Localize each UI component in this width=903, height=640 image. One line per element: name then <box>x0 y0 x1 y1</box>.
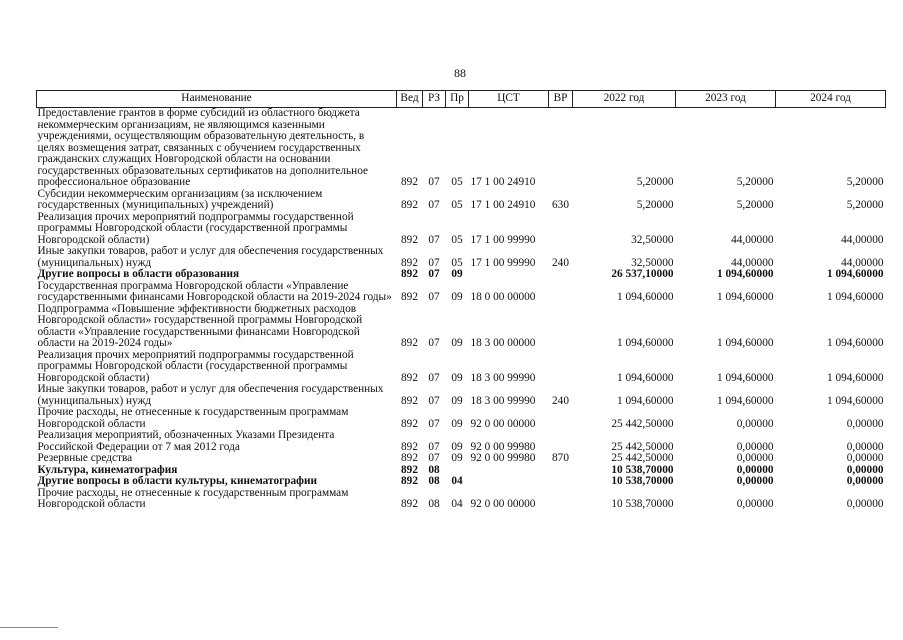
cell-2024: 0,00000 <box>846 463 884 476</box>
cell-pr: 04 <box>451 498 463 510</box>
cell-pr: 05 <box>451 256 463 269</box>
cell-vr <box>549 304 573 350</box>
header-2023: 2023 год <box>676 91 776 108</box>
cell-name: Резервные средства <box>37 452 133 464</box>
cell-ved: 892 <box>401 176 418 188</box>
cell-cst: 92 0 00 00000 <box>470 417 536 430</box>
cell-2023: 0,00000 <box>736 417 774 430</box>
cell-cst: 17 1 00 99990 <box>470 233 536 246</box>
cell-2023: 5,20000 <box>736 199 774 211</box>
cell-2023: 1 094,60000 <box>717 291 774 303</box>
cell-2024: 1 094,60000 <box>827 394 884 407</box>
header-name: Наименование <box>37 91 397 108</box>
cell-ved: 892 <box>401 498 418 510</box>
table-row <box>37 430 886 453</box>
cell-cst: 92 0 00 99980 <box>470 440 536 453</box>
cell-2022: 25 442,50000 <box>611 440 674 453</box>
table-row <box>37 304 886 350</box>
cell-rz: 07 <box>428 337 440 349</box>
cell-name: Культура, кинематография <box>37 463 178 476</box>
cell-2024: 1 094,60000 <box>827 337 884 349</box>
cell-2024: 5,20000 <box>846 199 884 211</box>
cell-pr: 09 <box>451 452 463 464</box>
cell-2022: 25 442,50000 <box>611 417 674 430</box>
cell-cst <box>469 476 549 488</box>
cell-rz: 07 <box>428 452 440 464</box>
cell-vr <box>549 269 573 281</box>
cell-rz: 07 <box>428 233 440 246</box>
cell-vr: 870 <box>552 452 569 464</box>
page-number: 88 <box>454 66 466 80</box>
cell-2022: 32,50000 <box>631 233 674 246</box>
cell-cst: 18 3 00 00000 <box>470 337 536 349</box>
cell-vr: 630 <box>552 199 569 211</box>
cell-rz: 07 <box>428 268 440 280</box>
cell-vr <box>549 465 573 477</box>
cell-ved: 892 <box>401 371 418 384</box>
cell-2023: 1 094,60000 <box>717 371 774 384</box>
cell-vr <box>549 350 573 385</box>
cell-2024: 44,00000 <box>841 233 884 246</box>
table-row <box>37 189 886 212</box>
cell-ved: 892 <box>401 452 418 464</box>
cell-2022: 10 538,70000 <box>611 463 674 476</box>
budget-table <box>36 90 886 511</box>
cell-ved: 892 <box>401 233 418 246</box>
cell-2024: 0,00000 <box>846 417 884 430</box>
cell-vr <box>549 488 573 511</box>
cell-rz: 07 <box>428 176 440 188</box>
cell-2024: 44,00000 <box>841 256 884 269</box>
cell-name: Другие вопросы в области образования <box>37 268 240 280</box>
cell-pr: 09 <box>451 291 463 303</box>
cell-ved: 892 <box>401 291 418 303</box>
cell-cst: 18 3 00 99990 <box>470 371 536 384</box>
cell-name: Прочие расходы, не отнесенные к государственным программам Новгородской области <box>37 406 349 430</box>
cell-vr: 240 <box>552 394 569 407</box>
cell-rz: 08 <box>428 498 440 510</box>
table-row <box>37 212 886 247</box>
cell-name: Другие вопросы в области культуры, кинематографии <box>37 475 317 487</box>
cell-pr: 09 <box>451 417 463 430</box>
cell-name: Государственная программа Новгородской области «Управление государственными финансами Новгородской области на 2019-2024 годы» <box>37 279 392 303</box>
cell-2022: 1 094,60000 <box>617 291 674 303</box>
table-row <box>37 476 886 488</box>
cell-2024: 0,00000 <box>846 452 884 464</box>
cell-rz: 07 <box>428 371 440 384</box>
cell-name: Предоставление грантов в форме субсидий из областного бюджета некоммерческим организациям, не являющимся казенными учреждениями, осуществляющим образовательную деятельность, в целях возмещения затрат, связанных с обучением государственных гражданских служащих Новгородской области на основании государственных образовательных сертификатов на дополнительное профессиональное образование <box>37 107 369 188</box>
cell-ved: 892 <box>401 394 418 407</box>
cell-2023: 5,20000 <box>736 176 774 188</box>
table-row <box>37 488 886 511</box>
table-row <box>37 281 886 304</box>
cell-2022: 26 537,10000 <box>611 268 674 280</box>
table-header-row <box>37 91 886 108</box>
cell-2023: 0,00000 <box>736 440 774 453</box>
cell-vr <box>549 407 573 430</box>
cell-pr: 05 <box>451 199 463 211</box>
table-row <box>37 108 886 189</box>
cell-cst <box>469 269 549 281</box>
cell-rz: 07 <box>428 199 440 211</box>
cell-vr <box>549 212 573 247</box>
cell-ved: 892 <box>401 256 418 269</box>
header-2024: 2024 год <box>776 91 886 108</box>
cell-cst: 17 1 00 99990 <box>470 256 536 269</box>
cell-2022: 10 538,70000 <box>611 475 674 487</box>
cell-rz: 08 <box>428 475 440 487</box>
cell-2023: 0,00000 <box>736 452 774 464</box>
cell-name: Субсидии некоммерческим организациям (за исключением государственных (муниципальных) учреждений) <box>37 187 323 211</box>
cell-vr <box>549 281 573 304</box>
table-row <box>37 350 886 385</box>
cell-cst: 18 0 00 00000 <box>470 291 536 303</box>
cell-2023: 44,00000 <box>731 233 774 246</box>
cell-cst <box>469 465 549 477</box>
cell-name: Иные закупки товаров, работ и услуг для обеспечения государственных (муниципальных) нужд <box>37 383 384 407</box>
table-row <box>37 246 886 269</box>
cell-2024: 0,00000 <box>846 498 884 510</box>
cell-pr: 09 <box>451 440 463 453</box>
cell-2024: 1 094,60000 <box>827 268 884 280</box>
cell-ved: 892 <box>401 337 418 349</box>
cell-2024: 1 094,60000 <box>827 291 884 303</box>
cell-name: Реализация прочих мероприятий подпрограммы государственной программы Новгородской области (государственной программы Новгородской области) <box>37 210 354 246</box>
cell-2022: 32,50000 <box>631 256 674 269</box>
cell-rz: 08 <box>428 463 440 476</box>
cell-vr <box>549 430 573 453</box>
cell-2023: 0,00000 <box>736 498 774 510</box>
cell-name: Реализация прочих мероприятий подпрограммы государственной программы Новгородской области (государственной программы Новгородской области) <box>37 348 354 384</box>
cell-rz: 07 <box>428 291 440 303</box>
cell-vr <box>549 476 573 488</box>
table-row <box>37 453 886 465</box>
cell-2022: 5,20000 <box>636 199 674 211</box>
cell-name: Иные закупки товаров, работ и услуг для обеспечения государственных (муниципальных) нужд <box>37 245 384 269</box>
footer-rule <box>0 627 58 628</box>
cell-cst: 92 0 00 99980 <box>470 452 536 464</box>
cell-2024: 0,00000 <box>846 440 884 453</box>
cell-2023: 44,00000 <box>731 256 774 269</box>
cell-pr: 09 <box>451 371 463 384</box>
cell-pr: 05 <box>451 176 463 188</box>
header-rz: РЗ <box>423 91 446 108</box>
cell-ved: 892 <box>401 475 418 487</box>
cell-vr: 240 <box>552 256 569 269</box>
cell-2022: 25 442,50000 <box>611 452 674 464</box>
cell-pr: 09 <box>451 394 463 407</box>
cell-2023: 0,00000 <box>736 475 774 487</box>
cell-rz: 07 <box>428 417 440 430</box>
cell-cst: 17 1 00 24910 <box>470 199 536 211</box>
cell-ved: 892 <box>401 199 418 211</box>
cell-2022: 1 094,60000 <box>617 371 674 384</box>
cell-2022: 1 094,60000 <box>617 337 674 349</box>
cell-2023: 0,00000 <box>736 463 774 476</box>
cell-vr <box>549 108 573 189</box>
cell-cst: 18 3 00 99990 <box>470 394 536 407</box>
cell-2024: 1 094,60000 <box>827 371 884 384</box>
header-vr: ВР <box>549 91 573 108</box>
cell-2022: 1 094,60000 <box>617 394 674 407</box>
cell-rz: 07 <box>428 440 440 453</box>
cell-2023: 1 094,60000 <box>717 337 774 349</box>
cell-rz: 07 <box>428 256 440 269</box>
cell-2023: 1 094,60000 <box>717 394 774 407</box>
header-pr: Пр <box>446 91 469 108</box>
cell-2022: 5,20000 <box>636 176 674 188</box>
cell-ved: 892 <box>401 440 418 453</box>
cell-rz: 07 <box>428 394 440 407</box>
cell-name: Прочие расходы, не отнесенные к государственным программам Новгородской области <box>37 486 349 510</box>
cell-pr: 09 <box>451 337 463 349</box>
cell-2023: 1 094,60000 <box>717 268 774 280</box>
table-row <box>37 269 886 281</box>
header-2022: 2022 год <box>573 91 676 108</box>
table-row <box>37 407 886 430</box>
table-row <box>37 384 886 407</box>
cell-ved: 892 <box>401 463 418 476</box>
cell-2022: 10 538,70000 <box>611 498 674 510</box>
cell-cst: 92 0 00 00000 <box>470 498 536 510</box>
cell-name: Реализация мероприятий, обозначенных Указами Президента Российской Федерации от 7 мая 2012 года <box>37 429 335 453</box>
header-cst: ЦСТ <box>469 91 549 108</box>
cell-2024: 0,00000 <box>846 475 884 487</box>
cell-pr: 05 <box>451 233 463 246</box>
cell-pr: 09 <box>451 268 463 280</box>
header-ved: Вед <box>397 91 423 108</box>
cell-name: Подпрограмма «Повышение эффективности бюджетных расходов Новгородской области» государственной программы Новгородской области «Управление государственными финансами Новгородской области на 2019-2024 годы» <box>37 302 363 349</box>
cell-2024: 5,20000 <box>846 176 884 188</box>
table-body <box>37 108 886 511</box>
cell-pr: 04 <box>451 475 463 487</box>
cell-ved: 892 <box>401 417 418 430</box>
cell-ved: 892 <box>401 268 418 280</box>
cell-cst: 17 1 00 24910 <box>470 176 536 188</box>
